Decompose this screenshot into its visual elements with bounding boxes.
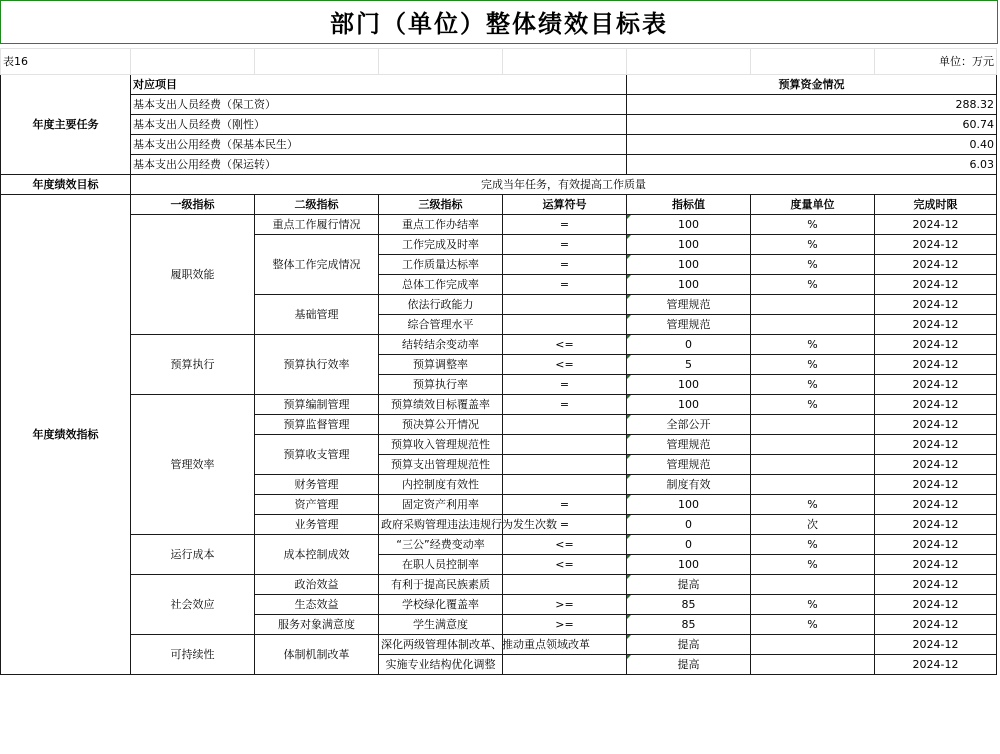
operator: = [503, 395, 627, 415]
level3-indicator: 有利于提高民族素质 [379, 575, 503, 595]
indicator-value: 100 [627, 375, 751, 395]
deadline: 2024-12 [875, 655, 997, 675]
measure-unit: % [751, 535, 875, 555]
operator [503, 455, 627, 475]
operator: = [503, 515, 627, 535]
column-header: 三级指标 [379, 195, 503, 215]
level3-indicator: 在职人员控制率 [379, 555, 503, 575]
measure-unit [751, 475, 875, 495]
indicator-value: 100 [627, 395, 751, 415]
measure-unit [751, 435, 875, 455]
deadline: 2024-12 [875, 335, 997, 355]
level3-indicator: 工作完成及时率 [379, 235, 503, 255]
level1-indicator: 履职效能 [131, 215, 255, 335]
budget-amount: 288.32 [627, 95, 997, 115]
level1-indicator: 可持续性 [131, 635, 255, 675]
deadline: 2024-12 [875, 255, 997, 275]
level3-indicator: 预算执行率 [379, 375, 503, 395]
level1-indicator: 管理效率 [131, 395, 255, 535]
performance-table [0, 48, 997, 675]
measure-unit: 次 [751, 515, 875, 535]
project-name: 基本支出公用经费（保基本民生） [131, 135, 627, 155]
empty-cell [255, 49, 379, 75]
level2-indicator: 体制机制改革 [255, 635, 379, 675]
operator [503, 295, 627, 315]
operator: = [503, 235, 627, 255]
level3-indicator: 实施专业结构优化调整 [379, 655, 503, 675]
table-row [1, 49, 997, 75]
measure-unit: % [751, 615, 875, 635]
indicator-value: 5 [627, 355, 751, 375]
indicator-value: 85 [627, 615, 751, 635]
table-number: 表16 [1, 49, 131, 75]
table-row [1, 335, 997, 355]
operator: <= [503, 535, 627, 555]
project-name: 基本支出人员经费（刚性） [131, 115, 627, 135]
level1-indicator: 社会效应 [131, 575, 255, 635]
deadline: 2024-12 [875, 375, 997, 395]
operator: = [503, 255, 627, 275]
level2-indicator: 整体工作完成情况 [255, 235, 379, 295]
table-row [1, 195, 997, 215]
operator [503, 655, 627, 675]
level3-indicator: 政府采购管理违法违规行为发生次数 [379, 515, 503, 535]
deadline: 2024-12 [875, 455, 997, 475]
level3-indicator: 总体工作完成率 [379, 275, 503, 295]
task-section-label: 年度主要任务 [1, 75, 131, 175]
indicator-value: 管理规范 [627, 435, 751, 455]
page-title: 部门（单位）整体绩效目标表 [0, 0, 998, 44]
level3-indicator: 预算调整率 [379, 355, 503, 375]
operator [503, 435, 627, 455]
indicator-value: 0 [627, 515, 751, 535]
table-row [1, 215, 997, 235]
indicator-value: 0 [627, 535, 751, 555]
operator: = [503, 495, 627, 515]
indicator-value: 100 [627, 275, 751, 295]
indicator-value: 全部公开 [627, 415, 751, 435]
level2-indicator: 政治效益 [255, 575, 379, 595]
level3-indicator: 固定资产利用率 [379, 495, 503, 515]
level3-indicator: 内控制度有效性 [379, 475, 503, 495]
table-row [1, 635, 997, 655]
table-row [1, 395, 997, 415]
deadline: 2024-12 [875, 215, 997, 235]
operator [503, 415, 627, 435]
level3-indicator: 综合管理水平 [379, 315, 503, 335]
level3-indicator: 预算绩效目标覆盖率 [379, 395, 503, 415]
indicator-value: 100 [627, 235, 751, 255]
measure-unit: % [751, 355, 875, 375]
deadline: 2024-12 [875, 575, 997, 595]
level2-indicator: 预算执行效率 [255, 335, 379, 395]
level1-indicator: 预算执行 [131, 335, 255, 395]
deadline: 2024-12 [875, 295, 997, 315]
indicator-value: 85 [627, 595, 751, 615]
indicator-value: 提高 [627, 575, 751, 595]
indicator-value: 制度有效 [627, 475, 751, 495]
indicator-value: 0 [627, 335, 751, 355]
level2-indicator: 预算编制管理 [255, 395, 379, 415]
indicator-value: 管理规范 [627, 315, 751, 335]
measure-unit: % [751, 495, 875, 515]
level3-indicator: 学校绿化覆盖率 [379, 595, 503, 615]
column-header: 指标值 [627, 195, 751, 215]
measure-unit [751, 295, 875, 315]
indicator-value: 提高 [627, 635, 751, 655]
level2-indicator: 基础管理 [255, 295, 379, 335]
empty-cell [627, 49, 751, 75]
table-row [1, 75, 997, 95]
empty-cell [131, 49, 255, 75]
measure-unit: % [751, 335, 875, 355]
project-name: 基本支出人员经费（保工资） [131, 95, 627, 115]
deadline: 2024-12 [875, 235, 997, 255]
table-row [1, 155, 997, 175]
table-row [1, 575, 997, 595]
level3-indicator: 深化两级管理体制改革、推动重点领域改革 [379, 635, 503, 655]
empty-cell [379, 49, 503, 75]
level3-indicator: 预决算公开情况 [379, 415, 503, 435]
level2-indicator: 预算监督管理 [255, 415, 379, 435]
level2-indicator: 财务管理 [255, 475, 379, 495]
deadline: 2024-12 [875, 495, 997, 515]
table-row [1, 115, 997, 135]
indicator-value: 100 [627, 495, 751, 515]
deadline: 2024-12 [875, 615, 997, 635]
column-header: 一级指标 [131, 195, 255, 215]
deadline: 2024-12 [875, 315, 997, 335]
level2-indicator: 预算收支管理 [255, 435, 379, 475]
measure-unit [751, 655, 875, 675]
level2-indicator: 业务管理 [255, 515, 379, 535]
level2-indicator: 成本控制成效 [255, 535, 379, 575]
measure-unit: % [751, 255, 875, 275]
indicator-value: 管理规范 [627, 295, 751, 315]
operator: <= [503, 355, 627, 375]
budget-amount: 60.74 [627, 115, 997, 135]
deadline: 2024-12 [875, 555, 997, 575]
level3-indicator: “三公”经费变动率 [379, 535, 503, 555]
level2-indicator: 重点工作履行情况 [255, 215, 379, 235]
column-header: 运算符号 [503, 195, 627, 215]
table-row [1, 535, 997, 555]
budget-header: 预算资金情况 [627, 75, 997, 95]
project-name: 基本支出公用经费（保运转） [131, 155, 627, 175]
operator: >= [503, 595, 627, 615]
deadline: 2024-12 [875, 355, 997, 375]
table-row [1, 135, 997, 155]
indicator-value: 提高 [627, 655, 751, 675]
level3-indicator: 工作质量达标率 [379, 255, 503, 275]
measure-unit [751, 575, 875, 595]
level3-indicator: 预算支出管理规范性 [379, 455, 503, 475]
operator: = [503, 375, 627, 395]
indicator-section-label: 年度绩效指标 [1, 195, 131, 675]
table-row [1, 95, 997, 115]
empty-cell [751, 49, 875, 75]
deadline: 2024-12 [875, 275, 997, 295]
indicator-value: 100 [627, 555, 751, 575]
deadline: 2024-12 [875, 415, 997, 435]
operator [503, 475, 627, 495]
goal-text: 完成当年任务，有效提高工作质量 [131, 175, 997, 195]
deadline: 2024-12 [875, 475, 997, 495]
column-header: 度量单位 [751, 195, 875, 215]
measure-unit: % [751, 235, 875, 255]
operator: = [503, 275, 627, 295]
indicator-value: 100 [627, 215, 751, 235]
measure-unit: % [751, 555, 875, 575]
deadline: 2024-12 [875, 435, 997, 455]
column-header: 二级指标 [255, 195, 379, 215]
deadline: 2024-12 [875, 515, 997, 535]
measure-unit: % [751, 395, 875, 415]
level3-indicator: 重点工作办结率 [379, 215, 503, 235]
unit-label: 单位：万元 [875, 49, 997, 75]
measure-unit [751, 635, 875, 655]
operator: <= [503, 555, 627, 575]
operator [503, 575, 627, 595]
measure-unit: % [751, 595, 875, 615]
measure-unit [751, 415, 875, 435]
project-header: 对应项目 [131, 75, 627, 95]
goal-label: 年度绩效目标 [1, 175, 131, 195]
level2-indicator: 生态效益 [255, 595, 379, 615]
budget-amount: 6.03 [627, 155, 997, 175]
level3-indicator: 依法行政能力 [379, 295, 503, 315]
empty-cell [503, 49, 627, 75]
deadline: 2024-12 [875, 535, 997, 555]
measure-unit: % [751, 275, 875, 295]
deadline: 2024-12 [875, 395, 997, 415]
column-header: 完成时限 [875, 195, 997, 215]
operator: >= [503, 615, 627, 635]
level3-indicator: 预算收入管理规范性 [379, 435, 503, 455]
operator: = [503, 215, 627, 235]
level3-indicator: 学生满意度 [379, 615, 503, 635]
level2-indicator: 资产管理 [255, 495, 379, 515]
indicator-value: 100 [627, 255, 751, 275]
budget-amount: 0.40 [627, 135, 997, 155]
level2-indicator: 服务对象满意度 [255, 615, 379, 635]
measure-unit [751, 315, 875, 335]
indicator-value: 管理规范 [627, 455, 751, 475]
level3-indicator: 结转结余变动率 [379, 335, 503, 355]
measure-unit [751, 455, 875, 475]
operator [503, 315, 627, 335]
measure-unit: % [751, 375, 875, 395]
level1-indicator: 运行成本 [131, 535, 255, 575]
table-row [1, 175, 997, 195]
deadline: 2024-12 [875, 635, 997, 655]
deadline: 2024-12 [875, 595, 997, 615]
operator: <= [503, 335, 627, 355]
measure-unit: % [751, 215, 875, 235]
